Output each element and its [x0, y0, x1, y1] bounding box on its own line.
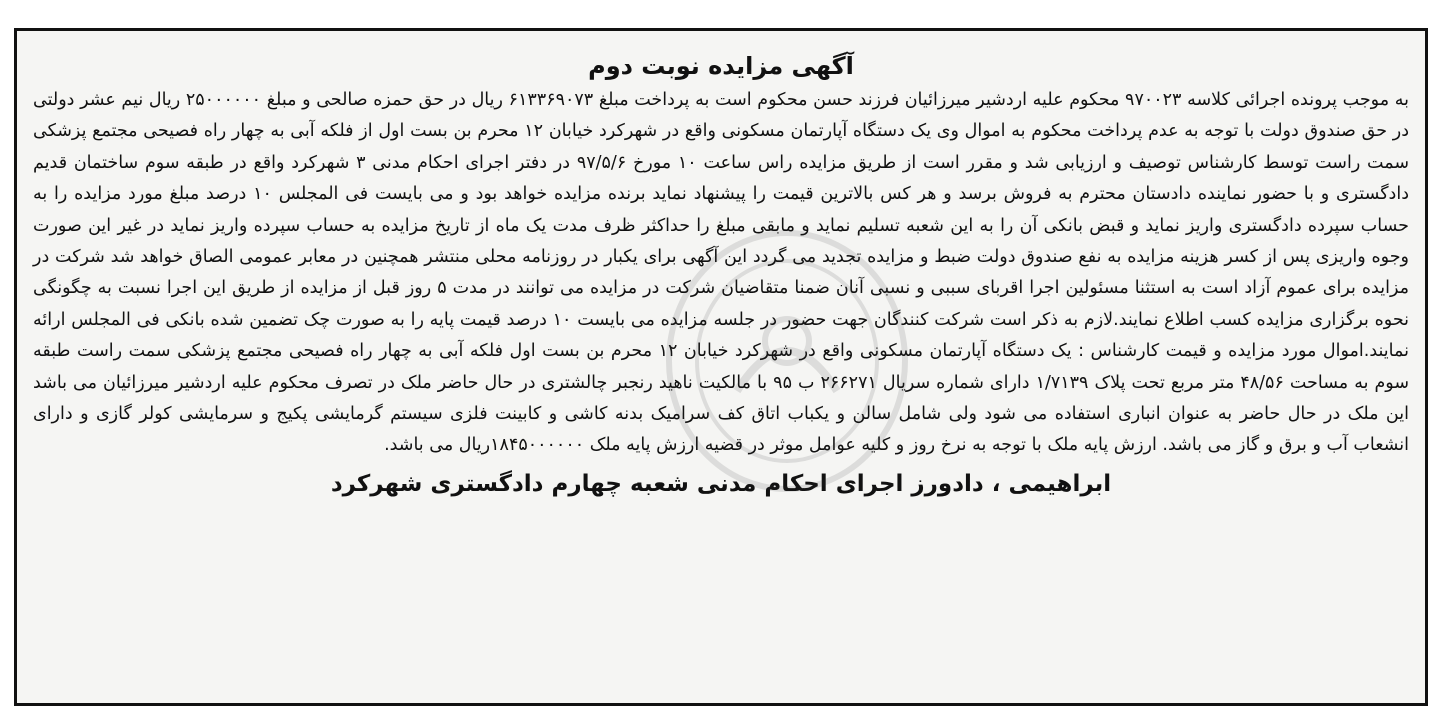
notice-signature: ابراهیمی ، دادورز اجرای احکام مدنی شعبه چهارم دادگستری شهرکرد [330, 470, 1112, 497]
notice-body: به موجب پرونده اجرائی کلاسه ۹۷۰۰۲۳ محکوم علیه اردشیر میرزائیان فرزند حسن محکوم است به پرداخت مبلغ ۶۱۳۳۶۹۰۷۳ ریال در حق حمزه صالحی و مبلغ ۲۵۰۰۰۰۰۰ ریال نیم عشر دولتی در حق صندوق دولت با توجه به عدم پرداخت محکوم به اموال وی یک دستگاه آپارتمان مسکونی واقع در شهرکرد خیابان ۱۲ محرم بن بست اول از فلکه آبی به چهار راه فصیحی مجتمع پزشکی سمت راست توسط کارشناس توصیف و ارزیابی شد و مقرر است از طریق مزایده راس ساعت ۱۰ مورخ ۹۷/۵/۶ در دفتر اجرای احکام مدنی ۳ شهرکرد واقع در طبقه سوم ساختمان قدیم دادگستری و با حضور نماینده دادستان محترم به فروش برسد و هر کس بالاترین قیمت را پیشنهاد نماید برنده مزایده خواهد بود و می بایست فی المجلس ۱۰ درصد مبلغ مورد مزایده را به حساب سپرده دادگستری واریز نماید و قبض بانکی آن را به این شعبه تسلیم نماید و مابقی مبلغ را حداکثر ظرف مدت یک ماه از تاریخ مزایده به حساب سپرده واریز نماید در غیر این صورت وجوه واریزی پس از کسر هزینه مزایده به نفع صندوق دولت ضبط و مزایده تجدید می گردد این آگهی برای یکبار در روزنامه محلی منتشر همچنین در معابر عمومی الصاق خواهد شد شرکت در مزایده برای عموم آزاد است به استثنا مسئولین اجرا اقربای سببی و نسبی آنان ضمنا متقاضیان شرکت در مزایده می توانند در مدت ۵ روز قبل از مزایده از طریق این اجرا نسبت به چگونگی نحوه برگزاری مزایده کسب اطلاع نمایند.لازم به ذکر است شرکت کنندگان جهت حضور در جلسه مزایده می بایست ۱۰ درصد قیمت پایه را به صورت چک تضمین شده بانکی فی المجلس ارائه نمایند.اموال مورد مزایده و قیمت کارشناس : یک دستگاه آپارتمان مسکونی واقع در شهرکرد خیابان ۱۲ محرم بن بست اول فلکه آبی به چهار راه فصیحی مجتمع پزشکی سمت راست طبقه سوم به مساحت ۴۸/۵۶ متر مربع تحت پلاک ۱/۷۱۳۹ دارای شماره سریال ۲۶۶۲۷۱ ب ۹۵ با مالکیت ناهید رنجبر چالشتری در حال حاضر ملک در تصرف محکوم علیه اردشیر میرزائیان می باشد این ملک در حال حاضر به عنوان انباری استفاده می شود ولی شامل سالن و یکباب اتاق کف سرامیک بدنه کاشی و کابینت فلزی سیستم گرمایشی پکیج و سرمایشی کولر گازی و دارای انشعاب آب و برق و گاز می باشد. ارزش پایه ملک با توجه به نرخ روز و کلیه عوامل موثر در قضیه ارزش پایه ملک ۱۸۴۵۰۰۰۰۰۰ریال می باشد. [33, 90, 1409, 456]
auction-notice [17, 31, 1425, 502]
notice-title: آگهی مزایده نوبت دوم [588, 52, 854, 80]
notice-frame [14, 28, 1428, 706]
